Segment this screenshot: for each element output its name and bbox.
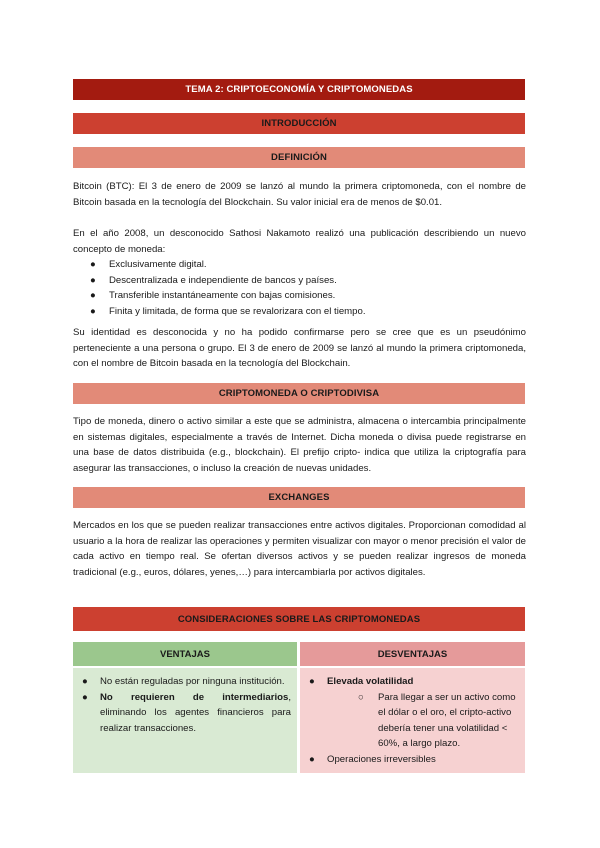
concept-bullet-list	[73, 257, 526, 319]
definition-text-3: Su identidad es desconocida y no ha podido confirmarse pero se cree que es un pseudónimo perteneciente a una persona o grupo. El 3 de enero de 2009 se lanzó al mundo la primera criptomoneda, con el nombre de Bitcoin basada en la tecnología del Blockchain.	[73, 327, 526, 370]
definition-paragraph-nakamoto	[73, 226, 526, 257]
list-item: ● Exclusivamente digital.	[73, 257, 526, 273]
bullet-icon: ●	[90, 274, 96, 286]
section-heading-considerations: CONSIDERACIONES SOBRE LAS CRIPTOMONEDAS	[73, 607, 525, 631]
section-heading-exchanges: EXCHANGES	[73, 487, 525, 508]
advantages-panel	[73, 668, 297, 773]
list-item: ● No están reguladas por ninguna institución.	[73, 674, 291, 690]
bullet-icon: ●	[82, 676, 88, 687]
sub-list-item: ○ Para llegar a ser un activo como el dólar o el oro, el cripto-activo debería tener una volatilidad < 60%, a largo plazo.	[358, 691, 516, 750]
list-item: ● Finita y limitada, de forma que se revalorizara con el tiempo.	[73, 304, 526, 320]
definition-text-1: Bitcoin (BTC): El 3 de enero de 2009 se lanzó al mundo la primera criptomoneda, con el nombre de Bitcoin basada en la tecnología del Blockchain. Su valor inicial era de menos de $0.01.	[73, 181, 526, 208]
cryptocurrency-text: Tipo de moneda, dinero o activo similar a este que se administra, almacena o intercambia principalmente en sistemas digitales, especialmente a través de Internet. Dicha moneda o divisa puede registrarse en una base de datos distribuida (e.g., blockchain). El prefijo cripto- indica que utiliza la criptografía para asegurar las transacciones, o incluso la creación de nuevas unidades.	[73, 416, 526, 474]
list-item: ● Transferible instantáneamente con bajas comisiones.	[73, 288, 526, 304]
section-heading-cryptocurrency: CRIPTOMONEDA O CRIPTODIVISA	[73, 383, 525, 404]
advantages-header: VENTAJAS	[73, 642, 297, 666]
bullet-icon: ●	[309, 753, 315, 765]
list-item: ● Operaciones irreversibles	[300, 752, 525, 768]
exchanges-paragraph	[73, 518, 526, 580]
sub-bullet-icon: ○	[358, 691, 364, 703]
section-heading-definition: DEFINICIÓN	[73, 147, 525, 168]
bullet-icon: ●	[90, 259, 96, 270]
list-item: ● Elevada volatilidad	[300, 674, 525, 690]
disadvantages-panel	[300, 668, 525, 773]
definition-paragraph-identity	[73, 325, 526, 372]
bullet-icon: ●	[90, 290, 96, 302]
list-item: ● No requieren de intermediarios, eliminando los agentes financieros para realizar transacciones.	[82, 691, 291, 734]
topic-title: TEMA 2: CRIPTOECONOMÍA Y CRIPTOMONEDAS	[73, 79, 525, 100]
definition-paragraph-bitcoin	[73, 179, 526, 210]
list-item: ● Descentralizada e independiente de bancos y países.	[73, 273, 526, 289]
bullet-icon: ●	[309, 676, 315, 687]
exchanges-text: Mercados en los que se pueden realizar transacciones entre activos digitales. Proporcionan comodidad al usuario a la hora de realizar las operaciones y permiten visualizar con mayor o menor precisión el valor de cada activo en tiempo real. Se ofertan diversos activos y se pueden realizar ingresos de moneda tradicional (e.g., euros, dólares, yenes,…) para intercambiarla por activos digitales.	[73, 520, 526, 578]
disadvantages-header: DESVENTAJAS	[300, 642, 525, 666]
section-heading-introduction: INTRODUCCIÓN	[73, 113, 525, 134]
bullet-icon: ●	[82, 691, 88, 703]
bullet-icon: ●	[90, 305, 96, 317]
cryptocurrency-paragraph	[73, 414, 526, 476]
definition-text-2: En el año 2008, un desconocido Sathosi Nakamoto realizó una publicación describiendo un nuevo concepto de moneda:	[73, 228, 526, 255]
